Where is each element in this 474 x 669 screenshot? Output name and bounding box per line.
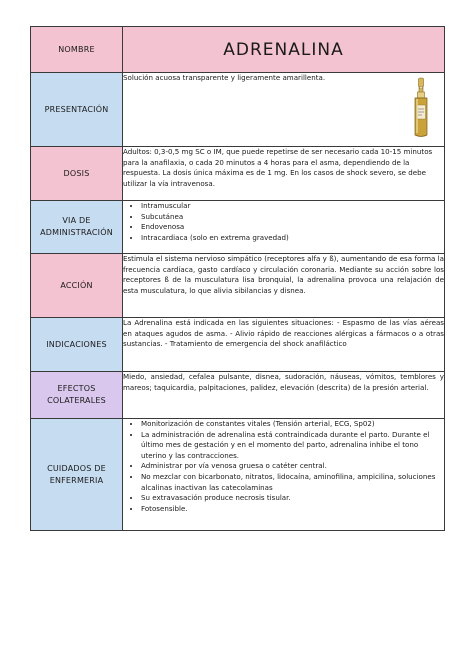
drug-sheet-table	[30, 26, 445, 531]
accion-text: Estimula el sistema nervioso simpático (receptores alfa y ß), aumentando de esa forma la frecuencia cardíaca, gasto cardíaco y circulación coronaria. Mediante su acción sobre los receptores ß de la musculatura lisa bronquial, la adrenalina provoca una relajación de esta musculatura, lo que alivia sibilancias y disnea.	[123, 254, 445, 318]
presentacion-cell	[123, 73, 445, 147]
nombre-label: NOMBRE	[31, 27, 123, 73]
list-item: • Intracardiaca (solo en extrema gravedad)	[141, 233, 444, 244]
ampoule-image	[410, 77, 432, 139]
efectos-text: Miedo, ansiedad, cefalea pulsante, disnea, sudoración, náuseas, vómitos, temblores y mareos; taquicardia, palpitaciones, palidez, elevación (descrita) de la presión arterial.	[123, 372, 445, 419]
accion-label: ACCIÓN	[31, 254, 123, 318]
list-item: • Monitorización de constantes vitales (Tensión arterial, ECG, Sp02)	[141, 419, 444, 430]
cuidados-label: CUIDADOS DE ENFERMERIA	[31, 419, 123, 531]
list-item: • Administrar por vía venosa gruesa o catéter central.	[141, 461, 444, 472]
cuidados-list	[123, 419, 444, 514]
list-item: • La administración de adrenalina está contraindicada durante el parto. Durante el último mes de gestación y en el momento del parto, adrenalina inhibe el tono uterino y las contracciones.	[141, 430, 444, 462]
presentacion-label: PRESENTACIÓN	[31, 73, 123, 147]
list-item: • No mezclar con bicarbonato, nitratos, lidocaína, aminofilina, ampicilina, soluciones alcalinas inactivan las catecolaminas	[141, 472, 444, 493]
list-item: • Fotosensible.	[141, 504, 444, 515]
via-label: VIA DE ADMINISTRACIÓN	[31, 201, 123, 254]
drug-title: ADRENALINA	[123, 27, 445, 73]
efectos-label: EFECTOS COLATERALES	[31, 372, 123, 419]
dosis-label: DOSIS	[31, 147, 123, 201]
presentacion-text: Solución acuosa transparente y ligeramente amarillenta.	[123, 73, 326, 82]
via-list	[123, 201, 444, 243]
list-item: • Subcutánea	[141, 212, 444, 223]
via-cell	[123, 201, 445, 254]
list-item: • Endovenosa	[141, 222, 444, 233]
indicaciones-label: INDICACIONES	[31, 318, 123, 372]
indicaciones-text: La Adrenalina está indicada en las siguientes situaciones: - Espasmo de las vías aéreas en ataques agudos de asma. - Alivio rápido de reacciones alérgicas a fármacos o a otras sustancias. - Tratamiento de emergencia del shock anafiláctico	[123, 318, 445, 372]
list-item: • Intramuscular	[141, 201, 444, 212]
list-item: • Su extravasación produce necrosis tisular.	[141, 493, 444, 504]
cuidados-cell	[123, 419, 445, 531]
dosis-text: Adultos: 0,3-0,5 mg SC o IM, que puede repetirse de ser necesario cada 10-15 minutos para la anafilaxia, o cada 20 minutos a 4 horas para el asma, dependiendo de la respuesta. La dosis única máxima es de 1 mg. En los casos de shock severo, se debe utilizar la vía intravenosa.	[123, 147, 445, 201]
